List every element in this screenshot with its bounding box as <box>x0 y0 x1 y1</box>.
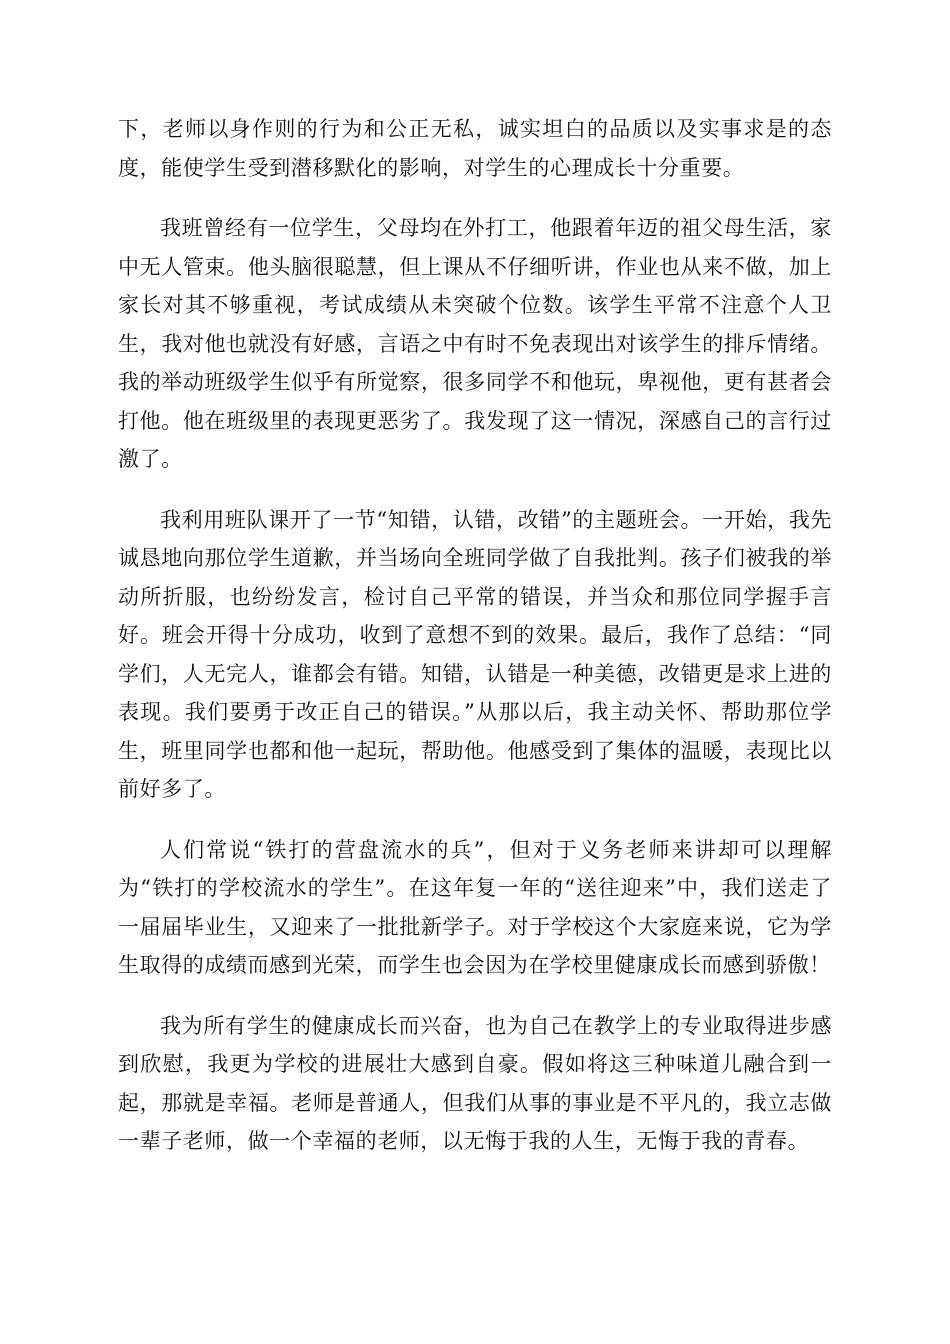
paragraph-2: 我班曾经有一位学生，父母均在外打工，他跟着年迈的祖父母生活，家中无人管束。他头脑很聪慧，但上课从不仔细听讲，作业也从来不做，加上家长对其不够重视，考试成绩从未突破个位数。该学生平常不注意个人卫生，我对他也就没有好感，言语之中有时不免表现出对该学生的排斥情绪。我的举动班级学生似乎有所觉察，很多同学不和他玩，卑视他，更有甚者会打他。他在班级里的表现更恶劣了。我发现了这一情况，深感自己的言行过激了。 <box>118 216 832 471</box>
paragraph-1: 下，老师以身作则的行为和公正无私，诚实坦白的品质以及实事求是的态度，能使学生受到潜移默化的影响，对学生的心理成长十分重要。 <box>118 117 832 180</box>
paragraph-4: 人们常说“铁打的营盘流水的兵”，但对于义务老师来讲却可以理解为“铁打的学校流水的学生”。在这年复一年的“送往迎来”中，我们送走了一届届毕业生，又迎来了一批批新学子。对于学校这个大家庭来说，它为学生取得的成绩而感到光荣，而学生也会因为在学校里健康成长而感到骄傲！ <box>118 837 832 977</box>
paragraph-5: 我为所有学生的健康成长而兴奋，也为自己在教学上的专业取得进步感到欣慰，我更为学校的进展壮大感到自豪。假如将这三种味道儿融合到一起，那就是幸福。老师是普通人，但我们从事的事业是不平凡的，我立志做一辈子老师，做一个幸福的老师，以无悔于我的人生，无悔于我的青春。 <box>118 1013 832 1153</box>
paragraph-3: 我利用班队课开了一节“知错，认错，改错”的主题班会。一开始，我先诚恳地向那位学生道歉，并当场向全班同学做了自我批判。孩子们被我的举动所折服，也纷纷发言，检讨自己平常的错误，并当众和那位同学握手言好。班会开得十分成功，收到了意想不到的效果。最后，我作了总结：“同学们，人无完人，谁都会有错。知错，认错是一种美德，改错更是求上进的表现。我们要勇于改正自己的错误。”从那以后，我主动关怀、帮助那位学生，班里同学也都和他一起玩，帮助他。他感受到了集体的温暖，表现比以前好多了。 <box>118 507 832 801</box>
